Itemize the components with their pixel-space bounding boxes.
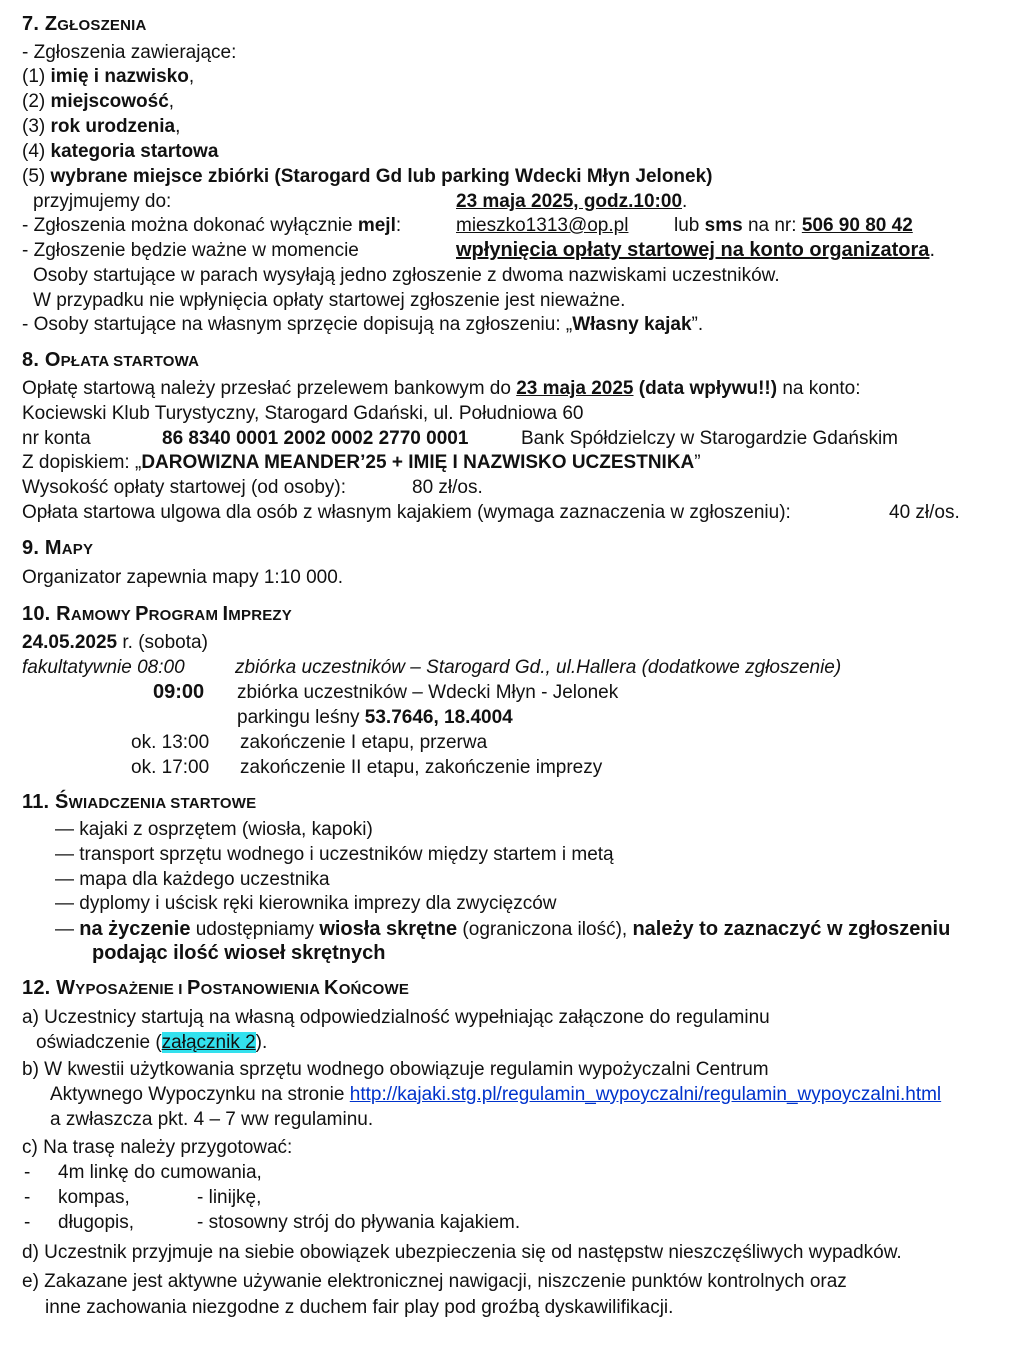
rental-rules-link[interactable]: http://kajaki.stg.pl/regulamin_wypoyczalni/regulamin_wypoyczalni.html [349, 1084, 942, 1105]
s12-c-line1: c) Na trasę należy przygotować: [22, 1137, 293, 1158]
s12-c-item-suit: - stosowny strój do pływania kajakiem. [197, 1212, 521, 1233]
s10-text-1700: zakończenie II etapu, zakończenie imprezy [240, 757, 603, 778]
s12-a-line2: oświadczenie (załącznik 2). [36, 1032, 268, 1053]
s7-mail-label: - Zgłoszenia można dokonać wyłącznie mejl: [22, 215, 402, 236]
s8-account-number: 86 8340 0001 2002 0002 2770 0001 [162, 428, 469, 449]
s7-accept-label: przyjmujemy do: [33, 191, 172, 212]
section-9-heading: 9. MAPY [22, 537, 94, 559]
s8-reduced-fee-value: 40 zł/os. [889, 502, 960, 523]
s11-item-4: — dyplomy i uścisk ręki kierownika imprezy dla zwycięzców [55, 893, 557, 914]
s12-a-line1: a) Uczestnicy startują na własną odpowiedzialność wypełniając załączone do regulaminu [22, 1007, 770, 1028]
section-8-heading: 8. OPŁATA STARTOWA [22, 349, 200, 371]
s11-item-2: — transport sprzętu wodnego i uczestników między startem i metą [55, 844, 614, 865]
dash-icon: — [55, 819, 74, 840]
section-12-heading: 12. WYPOSAŻENIE I POSTANOWIENIA KOŃCOWE [22, 977, 410, 999]
s10-text-0900: zbiórka uczestników – Wdecki Młyn - Jelonek [237, 682, 619, 703]
dash-icon: — [55, 919, 74, 940]
section-10-heading: 10. RAMOWY PROGRAM IMPREZY [22, 603, 293, 625]
s11-item-5-cont: podając ilość wioseł skrętnych [92, 942, 386, 964]
s12-c-item-rope: 4m linkę do cumowania, [58, 1162, 262, 1183]
dash-icon: — [55, 893, 74, 914]
s10-optional-text: zbiórka uczestników – Starogard Gd., ul.Hallera (dodatkowe zgłoszenie) [235, 657, 842, 678]
section-11-heading: 11. ŚWIADCZENIA STARTOWE [22, 791, 257, 813]
s7-item-1: (1) imię i nazwisko, [22, 66, 195, 87]
s11-item-1: — kajaki z osprzętem (wiosła, kapoki) [55, 819, 373, 840]
s12-c-dash-2: - [24, 1187, 31, 1208]
s11-item-5: — na życzenie udostępniamy wiosła skrętne (ograniczona ilość), należy to zaznaczyć w zgłoszeniu [55, 918, 951, 940]
s7-valid-condition: wpłynięcia opłaty startowej na konto organizatora. [456, 239, 935, 261]
s10-time-0900: 09:00 [153, 681, 205, 703]
s12-c-dash-3: - [24, 1212, 31, 1233]
s7-email: mieszko1313@op.pl [456, 215, 629, 236]
s10-optional-time: fakultatywnie 08:00 [22, 657, 185, 678]
dash-icon: — [55, 844, 74, 865]
s12-c-dash-1: - [24, 1162, 31, 1183]
s12-e-line2: inne zachowania niezgodne z duchem fair play pod groźbą dyskawilifikacji. [45, 1297, 674, 1318]
s7-invalid-note: W przypadku nie wpłynięcia opłaty startowej zgłoszenie jest nieważne. [33, 290, 626, 311]
s12-b-line1: b) W kwestii użytkowania sprzętu wodnego obowiązuje regulamin wypożyczalni Centrum [22, 1059, 769, 1080]
attachment-2-link[interactable]: załącznik 2 [161, 1032, 256, 1053]
s12-b-line2: Aktywnego Wypoczynku na stronie http://kajaki.stg.pl/regulamin_wypoyczalni/regulamin_wypoyczalni.html [50, 1084, 942, 1105]
s8-account-label: nr konta [22, 428, 91, 449]
s8-fee-label: Wysokość opłaty startowej (od osoby): [22, 477, 347, 498]
s7-own-kayak: - Osoby startujące na własnym sprzęcie dopisują na zgłoszeniu: „Własny kajak”. [22, 314, 704, 335]
s8-transfer: Opłatę startową należy przesłać przelewem bankowym do 23 maja 2025 (data wpływu!!) na konto: [22, 378, 861, 399]
s7-item-3: (3) rok urodzenia, [22, 116, 181, 137]
s8-transfer-note: Z dopiskiem: „DAROWIZNA MEANDER’25 + IMIĘ I NAZWISKO UCZESTNIKA” [22, 452, 701, 473]
s7-sms: lub sms na nr: 506 90 80 42 [674, 215, 913, 236]
s8-fee-value: 80 zł/os. [412, 477, 483, 498]
s10-date: 24.05.2025 r. (sobota) [22, 632, 208, 653]
s8-bank-name: Bank Spółdzielczy w Starogardzie Gdańskim [521, 428, 899, 449]
s12-c-item-compass: kompas, [58, 1187, 130, 1208]
dash-icon: — [55, 869, 74, 890]
s7-item-4: (4) kategoria startowa [22, 141, 219, 162]
s10-parking: parkingu leśny 53.7646, 18.4004 [237, 707, 513, 728]
s10-text-1300: zakończenie I etapu, przerwa [240, 732, 488, 753]
s7-item-5: (5) wybrane miejsce zbiórki (Starogard Gd lub parking Wdecki Młyn Jelonek) [22, 166, 713, 187]
s12-e-line1: e) Zakazane jest aktywne używanie elektronicznej nawigacji, niszczenie punktów kontrolnych oraz [22, 1271, 847, 1292]
s8-reduced-fee-label: Opłata startowa ulgowa dla osób z własnym kajakiem (wymaga zaznaczenia w zgłoszeniu): [22, 502, 791, 523]
s7-valid-label: - Zgłoszenie będzie ważne w momencie [22, 240, 359, 261]
s9-maps-text: Organizator zapewnia mapy 1:10 000. [22, 567, 344, 588]
s12-c-item-ruler: - linijkę, [197, 1187, 262, 1208]
s11-item-3: — mapa dla każdego uczestnika [55, 869, 330, 890]
s8-club-address: Kociewski Klub Turystyczny, Starogard Gdański, ul. Południowa 60 [22, 403, 584, 424]
s7-item-2: (2) miejscowość, [22, 91, 175, 112]
s10-time-1300: ok. 13:00 [131, 732, 210, 753]
s7-intro: - Zgłoszenia zawierające: [22, 42, 237, 63]
s12-d-text: d) Uczestnik przyjmuje na siebie obowiązek ubezpieczenia się od następstw nieszczęśliwych wypadków. [22, 1242, 902, 1263]
section-7-heading: 7. ZGŁOSZENIA [22, 13, 147, 35]
s7-pairs-note: Osoby startujące w parach wysyłają jedno zgłoszenie z dwoma nazwiskami uczestników. [33, 265, 780, 286]
s12-c-item-pen: długopis, [58, 1212, 135, 1233]
s12-b-line3: a zwłaszcza pkt. 4 – 7 ww regulaminu. [50, 1109, 374, 1130]
s10-time-1700: ok. 17:00 [131, 757, 210, 778]
s7-accept-date: 23 maja 2025, godz.10:00. [456, 191, 688, 212]
